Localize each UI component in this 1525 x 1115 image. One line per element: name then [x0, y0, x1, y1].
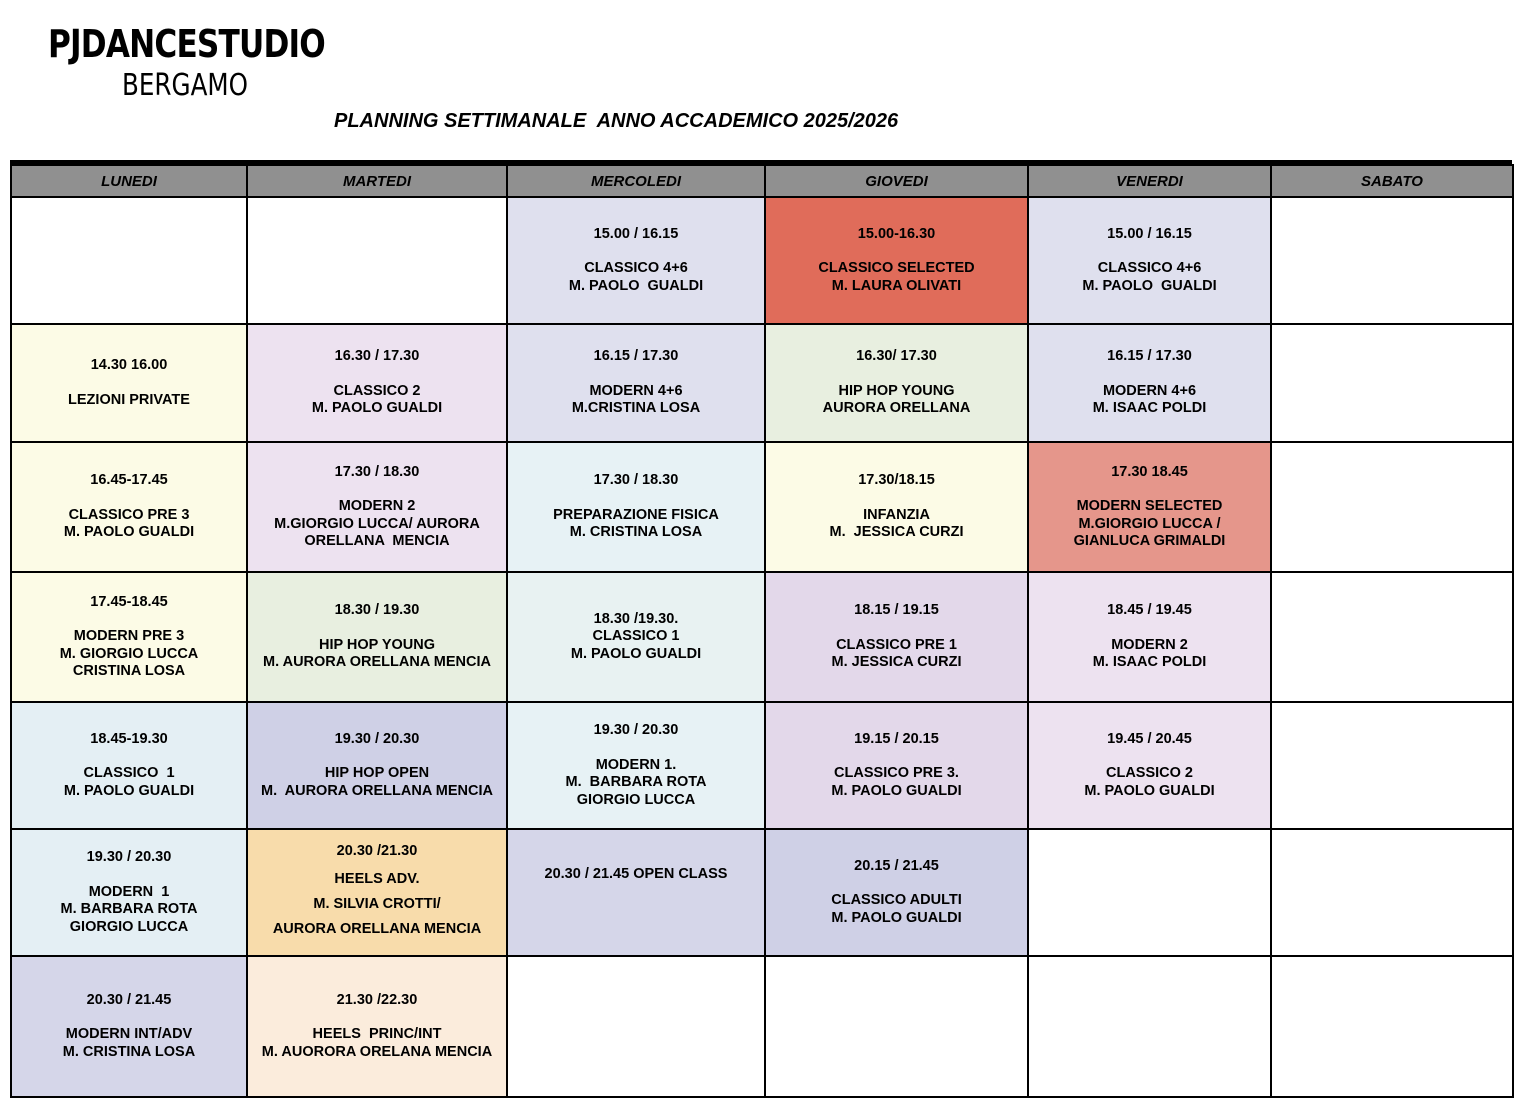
class-name: MODERN 4+6	[589, 382, 683, 399]
day-header-venerdi: VENERDI	[1028, 165, 1271, 197]
class-name: MODERN 4+6	[1102, 382, 1197, 399]
schedule-row	[11, 197, 1513, 324]
class-cell-lunedi	[11, 197, 247, 324]
class-cell-venerdi	[1028, 829, 1271, 956]
class-cell-mercoledi	[507, 572, 765, 702]
class-time: 18.30 / 19.30	[334, 602, 420, 619]
class-cell-venerdi	[1028, 197, 1271, 324]
class-teacher: M. BARBARA ROTA	[60, 901, 198, 917]
class-name: CLASSICO PRE 1	[836, 636, 957, 653]
class-time: 14.30 16.00	[90, 357, 168, 373]
class-cell-giovedi	[765, 702, 1028, 829]
class-name: MODERN 1.	[595, 756, 677, 773]
class-cell-giovedi	[765, 442, 1028, 572]
schedule-row	[11, 829, 1513, 956]
class-name: HIP HOP OPEN	[324, 765, 430, 782]
class-cell-lunedi	[11, 442, 247, 572]
class-teacher: M. PAOLO GUALDI	[568, 277, 704, 294]
class-time: 16.45-17.45	[90, 472, 168, 489]
schedule-row	[11, 442, 1513, 572]
class-name: MODERN 2	[1111, 636, 1188, 653]
class-teacher: CRISTINA LOSA	[72, 663, 186, 679]
class-time: 16.15 / 17.30	[1107, 348, 1192, 365]
class-teacher: M. JESSICA CURZI	[829, 524, 964, 541]
class-time: 17.30 / 18.30	[334, 463, 420, 480]
class-teacher: GIANLUCA GRIMALDI	[1073, 533, 1226, 549]
class-name: MODERN 2	[338, 498, 416, 514]
schedule-row	[11, 702, 1513, 829]
class-time: 18.45-19.30	[90, 730, 168, 747]
class-name: CLASSICO 4+6	[1097, 260, 1202, 277]
class-cell-mercoledi	[507, 442, 765, 572]
class-time: 20.30 /21.30	[336, 842, 418, 859]
class-teacher: AURORA ORELLANA	[822, 400, 971, 417]
class-cell-mercoledi	[507, 197, 765, 324]
class-name: INFANZIA	[863, 506, 930, 523]
class-name: MODERN PRE 3	[73, 628, 185, 644]
class-cell-martedi	[247, 956, 507, 1097]
class-name: HEELS PRINC/INT	[312, 1026, 442, 1043]
class-time: 19.45 / 20.45	[1107, 730, 1192, 747]
class-teacher: M. PAOLO GUALDI	[1082, 277, 1217, 294]
class-teacher: ORELLANA MENCIA	[304, 533, 450, 549]
class-cell-lunedi	[11, 829, 247, 956]
class-time: 17.30 18.45	[1111, 463, 1188, 480]
class-name: CLASSICO 2	[1105, 765, 1193, 782]
class-teacher: M. AURORA ORELLANA MENCIA	[263, 654, 491, 671]
class-name: CLASSICO 2	[333, 382, 421, 399]
class-time: 18.15 / 19.15	[854, 602, 939, 619]
class-time: 20.30 / 21.45 OPEN CLASS	[544, 866, 728, 882]
class-time: 19.15 / 20.15	[854, 730, 939, 747]
class-cell-giovedi	[765, 572, 1028, 702]
class-teacher: M. PAOLO GUALDI	[63, 782, 195, 799]
class-cell-mercoledi	[507, 702, 765, 829]
class-teacher: M.GIORGIO LUCCA/ AURORA	[274, 515, 480, 532]
schedule-row	[11, 956, 1513, 1097]
class-teacher: M. PAOLO GUALDI	[311, 400, 443, 417]
class-time: 19.30 / 20.30	[593, 722, 679, 738]
schedule-row	[11, 572, 1513, 702]
class-time: 20.15 / 21.45	[854, 857, 939, 874]
class-cell-venerdi	[1028, 324, 1271, 442]
class-teacher: M.GIORGIO LUCCA /	[1078, 515, 1221, 532]
day-header-mercoledi: MERCOLEDI	[507, 165, 765, 197]
class-time: 16.30/ 17.30	[856, 348, 937, 365]
class-name: HEELS ADV.	[334, 871, 420, 888]
class-name: CLASSICO PRE 3	[68, 506, 190, 523]
class-teacher: GIORGIO LUCCA	[69, 918, 189, 935]
day-header-lunedi: LUNEDI	[11, 165, 247, 197]
class-time: 15.00 / 16.15	[593, 225, 679, 242]
class-name: CLASSICO 1	[83, 765, 175, 782]
day-header-sabato: SABATO	[1271, 165, 1513, 197]
class-cell-lunedi	[11, 572, 247, 702]
class-time: 19.30 / 20.30	[334, 730, 420, 747]
class-teacher: M. AURORA ORELLANA MENCIA	[261, 782, 493, 799]
class-cell-venerdi	[1028, 572, 1271, 702]
class-teacher: M. AUORORA ORELANA MENCIA	[261, 1043, 493, 1060]
class-cell-giovedi	[765, 324, 1028, 442]
schedule-row	[11, 324, 1513, 442]
class-cell-venerdi	[1028, 956, 1271, 1097]
class-teacher: M. ISAAC POLDI	[1092, 654, 1207, 671]
class-time: 17.45-18.45	[90, 593, 168, 610]
class-cell-mercoledi	[507, 324, 765, 442]
schedule-grid	[10, 160, 1512, 1102]
class-time: 15.00 / 16.15	[1107, 225, 1192, 242]
class-teacher: M. CRISTINA LOSA	[62, 1043, 196, 1060]
class-time: 18.45 / 19.45	[1107, 602, 1192, 619]
class-cell-martedi	[247, 829, 507, 956]
brand-city: BERGAMO	[122, 68, 248, 103]
brand-name: PJDANCESTUDIO	[48, 22, 325, 66]
class-time: 20.30 / 21.45	[86, 991, 172, 1008]
class-time: 15.00-16.30	[857, 225, 936, 242]
class-cell-lunedi	[11, 702, 247, 829]
class-name: CLASSICO SELECTED	[818, 260, 975, 277]
class-cell-giovedi	[765, 197, 1028, 324]
class-cell-lunedi	[11, 956, 247, 1097]
class-name: CLASSICO 1	[592, 628, 680, 645]
schedule-body	[11, 197, 1513, 1097]
class-cell-giovedi	[765, 829, 1028, 956]
class-time: 16.15 / 17.30	[593, 348, 679, 365]
class-cell-martedi	[247, 702, 507, 829]
class-teacher: M. PAOLO GUALDI	[831, 909, 962, 926]
class-teacher: M. SILVIA CROTTI/	[313, 896, 441, 913]
class-cell-venerdi	[1028, 442, 1271, 572]
class-teacher: M.CRISTINA LOSA	[571, 400, 701, 417]
class-time: 17.30 / 18.30	[593, 472, 679, 489]
class-cell-martedi	[247, 442, 507, 572]
class-cell-sabato	[1271, 442, 1513, 572]
class-time: 19.30 / 20.30	[86, 849, 172, 865]
class-name: MODERN SELECTED	[1076, 498, 1223, 514]
class-teacher: M. GIORGIO LUCCA	[59, 645, 199, 662]
day-header-row	[11, 165, 1513, 197]
class-cell-sabato	[1271, 956, 1513, 1097]
class-cell-venerdi	[1028, 702, 1271, 829]
day-header-martedi: MARTEDI	[247, 165, 507, 197]
class-name: HIP HOP YOUNG	[318, 636, 436, 653]
page-title: PLANNING SETTIMANALE ANNO ACCADEMICO 2025/2026	[334, 110, 899, 132]
class-teacher: AURORA ORELLANA MENCIA	[272, 921, 482, 938]
class-teacher: M. BARBARA ROTA	[565, 774, 707, 790]
class-teacher: GIORGIO LUCCA	[576, 791, 696, 808]
class-cell-sabato	[1271, 829, 1513, 956]
class-teacher: M. PAOLO GUALDI	[63, 524, 195, 541]
class-teacher: M. CRISTINA LOSA	[569, 524, 703, 541]
class-cell-mercoledi	[507, 956, 765, 1097]
class-cell-martedi	[247, 324, 507, 442]
class-cell-giovedi	[765, 956, 1028, 1097]
class-cell-sabato	[1271, 702, 1513, 829]
class-time: 16.30 / 17.30	[334, 348, 420, 365]
class-name: HIP HOP YOUNG	[838, 382, 955, 399]
class-teacher: M. JESSICA CURZI	[831, 654, 962, 671]
class-time: 21.30 /22.30	[336, 991, 418, 1008]
schedule-table	[10, 164, 1514, 1098]
brand-logo	[48, 18, 328, 103]
class-cell-sabato	[1271, 572, 1513, 702]
class-teacher: M. PAOLO GUALDI	[1084, 782, 1215, 799]
class-cell-sabato	[1271, 324, 1513, 442]
class-cell-lunedi	[11, 324, 247, 442]
class-name: CLASSICO 4+6	[584, 260, 688, 277]
class-teacher: M. ISAAC POLDI	[1092, 400, 1207, 417]
class-name: MODERN INT/ADV	[65, 1026, 193, 1043]
day-header-giovedi: GIOVEDI	[765, 165, 1028, 197]
class-name: LEZIONI PRIVATE	[68, 391, 190, 408]
class-cell-martedi	[247, 197, 507, 324]
class-name: MODERN 1	[88, 883, 170, 900]
class-time: 17.30/18.15	[858, 472, 935, 489]
class-cell-martedi	[247, 572, 507, 702]
class-teacher: M. PAOLO GUALDI	[570, 645, 702, 662]
class-name: CLASSICO ADULTI	[831, 892, 962, 909]
class-teacher: M. PAOLO GUALDI	[831, 782, 962, 799]
class-name: PREPARAZIONE FISICA	[553, 506, 719, 523]
class-cell-mercoledi	[507, 829, 765, 956]
class-teacher: M. LAURA OLIVATI	[831, 277, 962, 294]
class-time: 18.30 /19.30.	[593, 610, 679, 627]
class-name: CLASSICO PRE 3.	[834, 765, 959, 782]
class-cell-sabato	[1271, 197, 1513, 324]
